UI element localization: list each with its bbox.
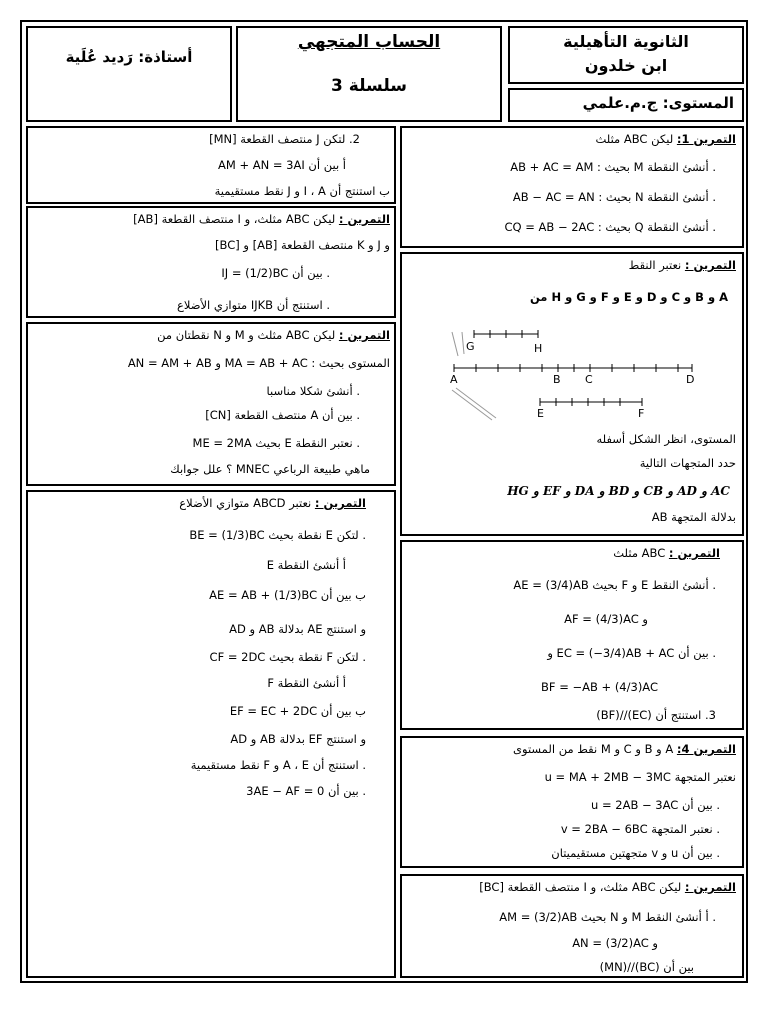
exercise-3-line-1: . أنشئ النقط E و F بحيث AE = (3/4)AB (513, 578, 716, 592)
exercise-3-line-2: و AF = (4/3)AC (564, 612, 648, 626)
exercise-1-heading (404, 132, 736, 146)
exercise-2-line-3: AC و AD و CB و BD و DA و EF و HG (507, 484, 730, 498)
exercise-6-line-2: . بين أن IJ = (1/2)BC (221, 266, 330, 280)
exercise-2-points: A و B و C و D و E و F و G و H من (529, 290, 728, 304)
exercise-3-line-3: . بين أن EC = (−3/4)AB + AC و (547, 646, 716, 660)
exercise-8-line-7: ب بين أن EF = EC + 2DC (229, 704, 366, 718)
exercise-8-line-6: أ أنشئ النقطة F (267, 676, 346, 690)
exercise-1-line-3: . أنشئ النقطة Q بحيث : CQ = AB − 2AC (504, 220, 716, 234)
exercise-1-intro: ليكن ABC مثلث (595, 132, 674, 146)
exercise-5-line-3: بين أن (BC)//(MN) (599, 960, 694, 974)
exercise-1b-line-2: أ بين أن AM + AN = 3AI (218, 158, 346, 172)
exercise-6-intro: ليكن ABC مثلث، و I منتصف القطعة [AB] (133, 212, 336, 226)
exercise-2-line-2: حدد المتجهات التالية (639, 456, 736, 470)
fig-label-h: H (534, 342, 543, 355)
exercise-8-heading (30, 496, 366, 510)
exercise-8-line-1: . لتكن E نقطة بحيث BE = (1/3)BC (189, 528, 366, 542)
exercise-8-line-8: و استنتج EF بدلالة AB و AD (230, 732, 366, 746)
fig-label-f: F (638, 407, 645, 420)
level-label: المستوى: ج.م.علمي (582, 94, 734, 112)
exercise-5-title: التمرين : (684, 880, 736, 894)
exercise-7-line-3: . بين أن A منتصف القطعة [CN] (205, 408, 360, 422)
exercise-2-line-4: بدلالة المتجهة AB (651, 510, 736, 524)
exercise-8-line-3: ب بين أن AE = AB + (1/3)BC (209, 588, 366, 602)
exercise-1-line-2: . أنشئ النقطة N بحيث : AB − AC = AN (512, 190, 716, 204)
exercise-6-heading (30, 212, 390, 226)
fig-label-b: B (553, 373, 561, 386)
fig-label-a: A (450, 373, 458, 386)
exercise-4-heading (404, 742, 736, 756)
exercise-8-line-10: . بين أن 3AE − AF = 0 (246, 784, 366, 798)
exercise-7-line-1: المستوى بحيث : MA = AB + AC و AN = AM + AB (127, 356, 390, 370)
teacher-name: أستاذة: رَديد عُلَية (65, 48, 193, 66)
exercise-5-intro: ليكن ABC مثلث، و I منتصف القطعة [BC] (479, 880, 682, 894)
school-name-line1: الثانوية التأهيلية (563, 32, 689, 51)
exercise-7-line-2: . أنشئ شكلا مناسبا (266, 384, 360, 398)
school-name-line2: ابن خلدون (584, 56, 668, 75)
exercise-1b-line-3: ب استنتج أن I ، A و J نقط مستقيمية (214, 184, 390, 198)
exercise-7-heading (30, 328, 390, 342)
exercise-8-title: التمرين : (314, 496, 366, 510)
exercise-2-figure (442, 324, 732, 424)
exercise-7-line-4: . نعتبر النقطة E بحيث ME = 2MA (192, 436, 360, 450)
exercise-8-intro: نعتبر ABCD متوازي الأضلاع (179, 496, 312, 510)
fig-label-g: G (466, 340, 475, 353)
series-title: سلسلة 3 (331, 76, 407, 96)
exercise-6-line-3: . استنتج أن IJKB متوازي الأضلاع (176, 298, 330, 312)
exercise-8-line-5: . لتكن F نقطة بحيث CF = 2DC (209, 650, 366, 664)
fig-label-c: C (585, 373, 593, 386)
exercise-3-line-5: 3. استنتج أن (EC)//(BF) (596, 708, 716, 722)
subject-title: الحساب المتجهي (297, 32, 441, 52)
header-teacher-box (26, 26, 232, 122)
exercise-6-title: التمرين : (338, 212, 390, 226)
exercise-7-intro: ليكن ABC مثلث و M و N نقطتان من (157, 328, 336, 342)
exercise-3-title: التمرين : (668, 546, 720, 560)
exercise-4-title: التمرين 4: (676, 742, 736, 756)
exercise-3-line-4: BF = −AB + (4/3)AC (541, 680, 658, 694)
exercise-3-heading (404, 546, 720, 560)
exercise-4-line-3: . نعتبر المتجهة v = 2BA − 6BC (560, 822, 720, 836)
exercise-4-line-1: نعتبر المتجهة u = MA + 2MB − 3MC (544, 770, 736, 784)
exercise-4-line-2: . بين أن u = 2AB − 3AC (591, 798, 720, 812)
exercise-2-line-1: المستوى، انظر الشكل أسفله (596, 432, 736, 446)
exercise-7-line-5: ماهي طبيعة الرباعي MNEC ؟ علل جوابك (170, 462, 370, 476)
exercise-7-title: التمرين : (338, 328, 390, 342)
exercise-6-line-1: و J و K منتصف القطعة [AB] و [BC] (215, 238, 390, 252)
exercise-8-line-2: أ أنشئ النقطة E (266, 558, 346, 572)
exercise-5-line-1: . أ أنشئ النقط M و N بحيث AM = (3/2)AB (499, 910, 716, 924)
exercise-8-line-4: و استنتج AE بدلالة AB و AD (229, 622, 366, 636)
exercise-1b-line-1: 2. لتكن J منتصف القطعة [MN] (209, 132, 360, 146)
fig-label-d: D (686, 373, 695, 386)
exercise-2-heading (404, 258, 736, 272)
exercise-4-line-4: . بين أن u و v متجهتين مستقيميتان (551, 846, 720, 860)
exercise-2-title: التمرين : (684, 258, 736, 272)
exercise-8-line-9: . استنتج أن A ، E و F نقط مستقيمية (190, 758, 366, 772)
exercise-1-line-1: . أنشئ النقطة M بحيث : AB + AC = AM (510, 160, 716, 174)
exercise-3-box (400, 540, 744, 730)
exercise-5-heading (404, 880, 736, 894)
exercise-5-line-2: و AN = (3/2)AC (572, 936, 658, 950)
exercise-4-intro: A و B و C و M نقط من المستوى (513, 742, 674, 756)
exercise-1-title: التمرين 1: (676, 132, 736, 146)
fig-label-e: E (537, 407, 544, 420)
exercise-3-intro: ABC مثلث (613, 546, 666, 560)
exercise-2-intro: نعتبر النقط (628, 258, 682, 272)
